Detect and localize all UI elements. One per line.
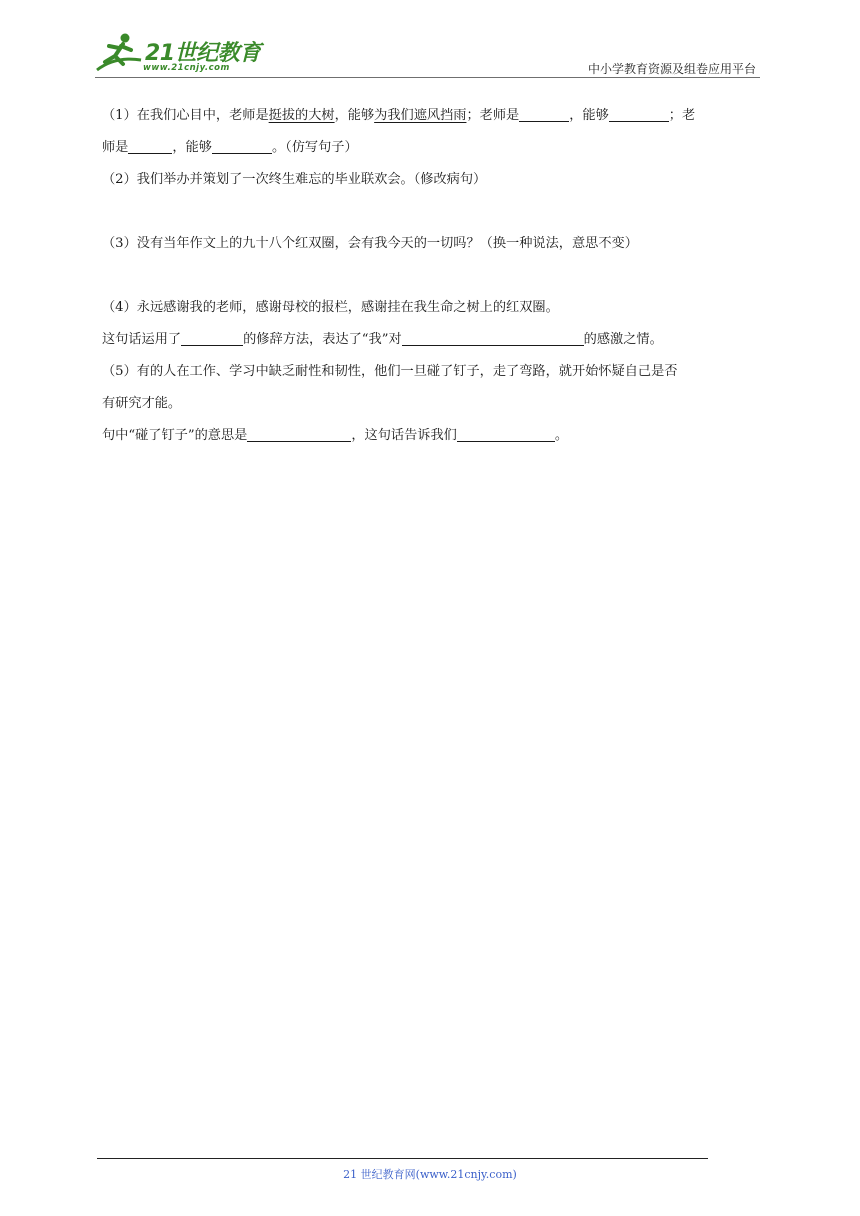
q1-example-underline: 挺拔的大树 — [268, 108, 335, 123]
q1-text: （1）在我们心目中，老师是 — [102, 108, 269, 123]
q1-text: ，能够 — [172, 140, 212, 155]
q4-line2 — [102, 324, 762, 356]
q5-text: 。 — [554, 428, 569, 443]
question-list — [102, 100, 762, 452]
answer-blank[interactable] — [128, 137, 172, 154]
answer-blank[interactable] — [609, 105, 669, 122]
q1-text: ；老师是 — [466, 108, 520, 123]
site-logo — [95, 30, 265, 76]
answer-blank[interactable] — [181, 329, 243, 346]
answer-space[interactable] — [102, 260, 762, 292]
header-divider — [95, 77, 760, 78]
answer-blank[interactable] — [457, 425, 555, 442]
answer-blank[interactable] — [519, 105, 569, 122]
q1-example-underline: 为我们遮风挡雨 — [374, 108, 467, 123]
answer-blank[interactable] — [212, 137, 272, 154]
q1-text: 师是 — [102, 140, 129, 155]
answer-blank[interactable] — [247, 425, 351, 442]
runner-icon — [95, 30, 143, 76]
q2-line: （2）我们举办并策划了一次终生难忘的毕业联欢会。（修改病句） — [102, 172, 487, 187]
q4-text: 的感激之情。 — [583, 332, 663, 347]
page-header — [95, 30, 760, 78]
footer-site-text: 21 世纪教育网(www.21cnjy.com) — [343, 1168, 517, 1181]
q4-text: 这句话运用了 — [102, 332, 182, 347]
answer-space[interactable] — [102, 196, 762, 228]
q5-text: 句中“碰了钉子”的意思是 — [102, 428, 248, 443]
q1-text: ，能够 — [334, 108, 375, 123]
header-platform-text: 中小学教育资源及组卷应用平台 — [587, 62, 756, 76]
q5-line3 — [102, 420, 762, 452]
q4-line1: （4）永远感谢我的老师，感谢母校的报栏，感谢挂在我生命之树上的红双圈。 — [102, 300, 559, 315]
q1-line1 — [102, 100, 762, 132]
answer-blank[interactable] — [402, 329, 584, 346]
q4-text: 的修辞方法，表达了“我”对 — [243, 332, 402, 347]
q1-line2 — [102, 132, 762, 164]
logo-url-text: www.21cnjy.com — [143, 63, 230, 73]
q3-line: （3）没有当年作文上的九十八个红双圈，会有我今天的一切吗？（换一种说法，意思不变） — [102, 236, 638, 251]
q5-text: ，这句话告诉我们 — [351, 428, 457, 443]
logo-brand-text: 21世纪教育 — [145, 41, 261, 66]
q1-text: ，能够 — [569, 108, 609, 123]
q5-line1: （5）有的人在工作、学习中缺乏耐性和韧性，他们一旦碰了钉子，走了弯路，就开始怀疑自己是否 — [102, 364, 678, 379]
q1-text: ；老 — [668, 108, 696, 123]
q5-line2: 有研究才能。 — [102, 396, 182, 411]
q1-text: 。（仿写句子） — [271, 140, 358, 155]
footer-divider — [97, 1158, 708, 1159]
